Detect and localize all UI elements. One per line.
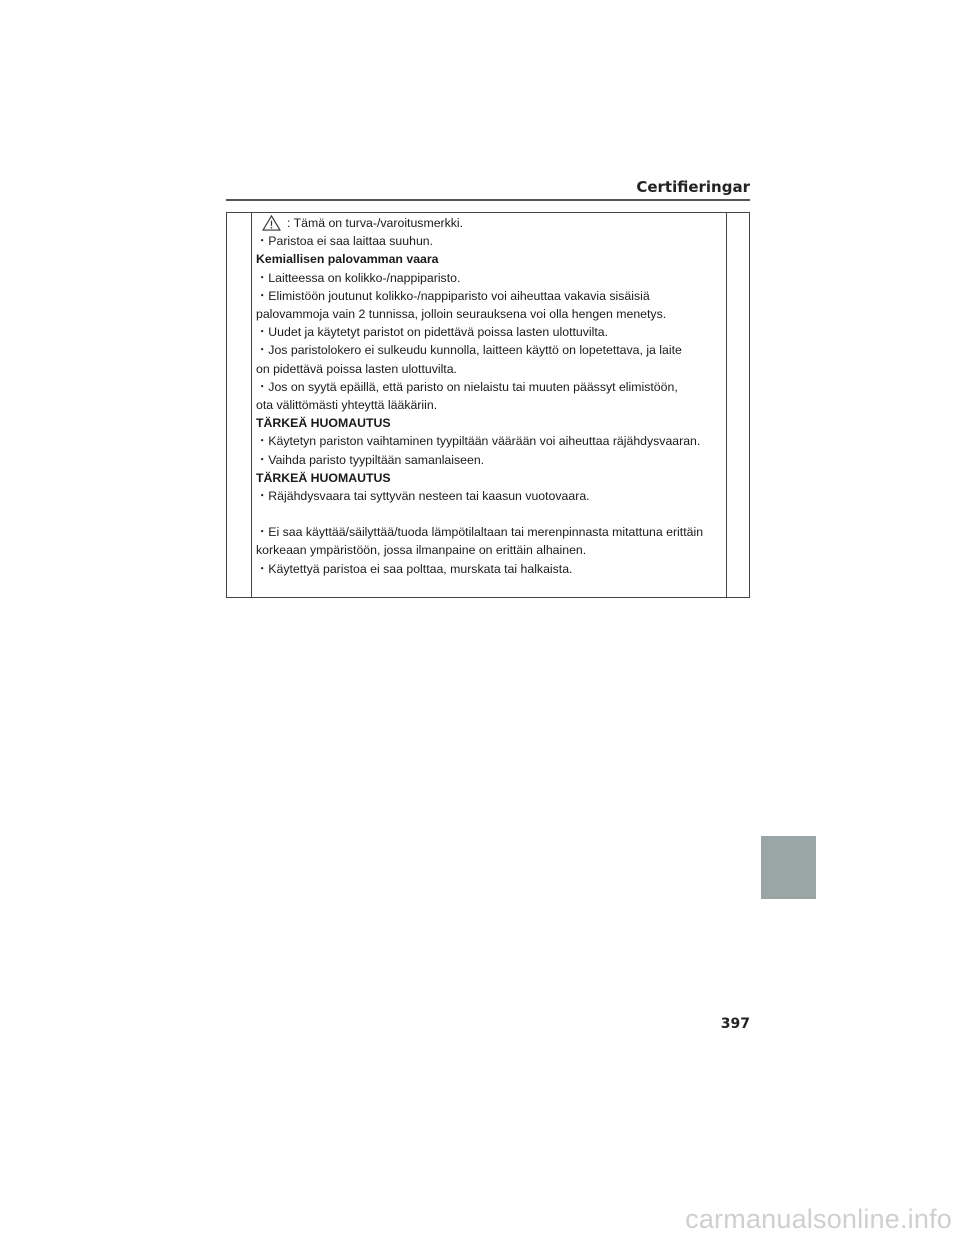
warning-intro-text: : Tämä on turva-/varoitusmerkki. [287, 216, 464, 230]
header-rule [226, 199, 750, 201]
notice-line: palovammoja vain 2 tunnissa, jolloin seurauksena voi olla hengen menetys. [256, 307, 667, 322]
notice-line: ・Uudet ja käytetyt paristot on pidettävä poissa lasten ulottuvilta. [256, 325, 609, 340]
warning-intro-line [256, 214, 726, 232]
notice-line: ・Käytettyä paristoa ei saa polttaa, murskata tai halkaista. [256, 561, 573, 576]
warning-triangle-icon [262, 215, 281, 231]
notice-line: ・Jos on syytä epäillä, että paristo on nielaistu tai muuten päässyt elimistöön, [256, 379, 678, 394]
page-number: 397 [720, 1016, 750, 1032]
chapter-side-tab [761, 836, 816, 899]
notice-line: ・Ei saa käyttää/säilyttää/tuoda lämpötilaltaan tai merenpinnasta mitattuna erittäin [256, 525, 704, 540]
notice-heading: Kemiallisen palovamman vaara [256, 252, 439, 267]
spacer [256, 505, 726, 523]
page-header-title: Certifieringar [636, 178, 750, 196]
notice-heading: TÄRKEÄ HUOMAUTUS [256, 470, 391, 485]
notice-line: ・Jos paristolokero ei sulkeudu kunnolla, laitteen käyttö on lopetettava, ja laite [256, 343, 682, 358]
notice-heading: TÄRKEÄ HUOMAUTUS [256, 416, 391, 431]
notice-line: ・Elimistöön joutunut kolikko-/nappiparisto voi aiheuttaa vakavia sisäisiä [256, 288, 650, 303]
notice-line: ・Paristoa ei saa laittaa suuhun. [256, 234, 434, 249]
box-left-divider [251, 213, 252, 597]
notice-line: korkeaan ympäristöön, jossa ilmanpaine on erittäin alhainen. [256, 543, 587, 558]
notice-line: on pidettävä poissa lasten ulottuvilta. [256, 361, 457, 376]
watermark: carmanualsonline.info [685, 1204, 952, 1234]
box-right-divider [726, 213, 727, 597]
notice-line: ・Käytetyn pariston vaihtaminen tyypiltään väärään voi aiheuttaa räjähdysvaaran. [256, 434, 701, 449]
notice-lines [256, 232, 726, 578]
notice-line: ・Vaihda paristo tyypiltään samanlaiseen. [256, 452, 485, 467]
notice-line: ・Räjähdysvaara tai syttyvän nesteen tai kaasun vuotovaara. [256, 489, 590, 504]
notice-line: ・Laitteessa on kolikko-/nappiparisto. [256, 270, 461, 285]
notice-content [256, 214, 726, 578]
notice-line: ota välittömästi yhteyttä lääkäriin. [256, 398, 438, 413]
